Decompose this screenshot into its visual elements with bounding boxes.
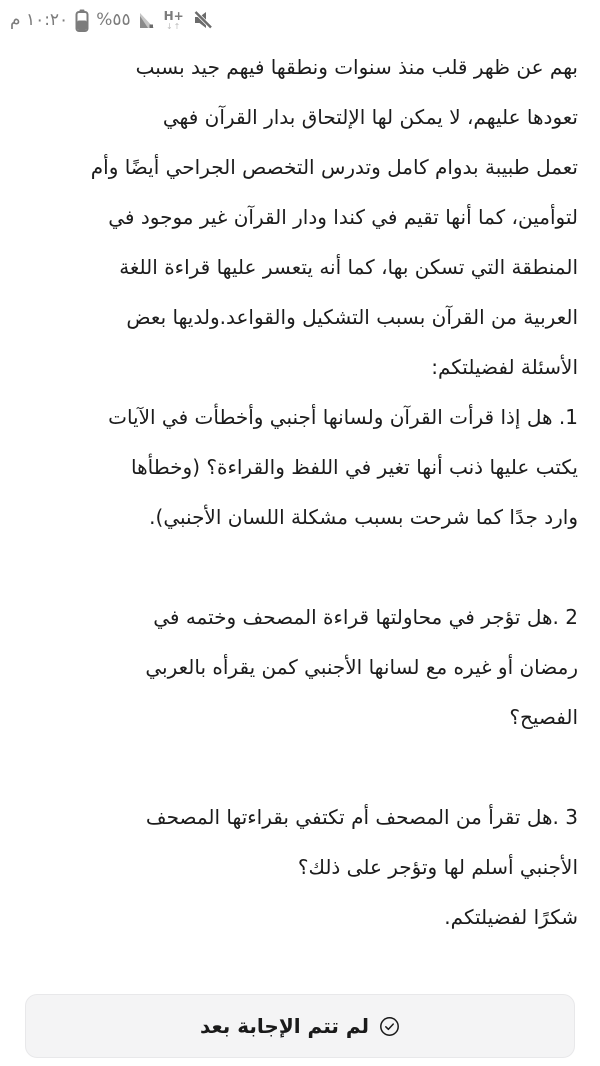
battery-percent: ٥٥% [96,10,131,30]
text-line: لتوأمين، كما أنها تقيم في كندا ودار القرآن غير موجود في [108,205,578,229]
text-line: الأجنبي أسلم لها وتؤجر على ذلك؟ [297,855,578,879]
check-circle-icon [379,1016,400,1037]
text-line: يكتب عليها ذنب أنها تغير في اللفظ والقراءة؟ (وخطأها [131,455,578,479]
question-3 [22,792,578,892]
volume-muted-icon [191,9,215,31]
answer-status-button[interactable] [25,994,575,1058]
battery-icon [75,9,89,32]
question-2 [22,592,578,742]
text-line: 1. هل إذا قرأت القرآن ولسانها أجنبي وأخطأت في الآيات [108,405,578,429]
data-activity-arrows: ↓↑ [165,22,182,31]
question-body [0,36,600,942]
text-line: الأسئلة لفضيلتكم: [431,355,578,379]
signal-strength-icon [138,11,157,30]
closing-thanks [22,892,578,942]
intro-paragraph [22,42,578,392]
text-line: 3 .هل تقرأ من المصحف أم تكتفي بقراءتها المصحف [145,805,578,829]
text-line: تعمل طبيبة بدوام كامل وتدرس التخصص الجراحي أيضًا وأم [90,155,578,179]
text-line: العربية من القرآن بسبب التشكيل والقواعد.ولديها بعض [126,305,578,329]
text-line: بهم عن ظهر قلب منذ سنوات ونطقها فيهم جيد بسبب [135,55,578,79]
text-line: الفصيح؟ [509,705,578,729]
network-type-label: H+ [163,9,184,23]
text-line: 2 .هل تؤجر في محاولتها قراءة المصحف وختمه في [153,605,578,629]
text-line: وارد جدًا كما شرحت بسبب مشكلة اللسان الأجنبي). [149,505,578,529]
text-line: تعودها عليهم، لا يمكن لها الإلتحاق بدار القرآن فهي [162,105,578,129]
footer [0,942,600,1058]
question-1 [22,392,578,542]
status-bar [0,0,600,36]
text-line: رمضان أو غيره مع لسانها الأجنبي كمن يقرأه بالعربي [145,655,578,679]
status-time: ١٠:٢٠ م [10,10,69,30]
answer-status-label: لم تتم الإجابة بعد [199,1014,370,1038]
network-type-indicator [164,10,184,31]
closing-line: شكرًا لفضيلتكم. [444,905,578,929]
text-line: المنطقة التي تسكن بها، كما أنه يتعسر عليها قراءة اللغة [119,255,578,279]
